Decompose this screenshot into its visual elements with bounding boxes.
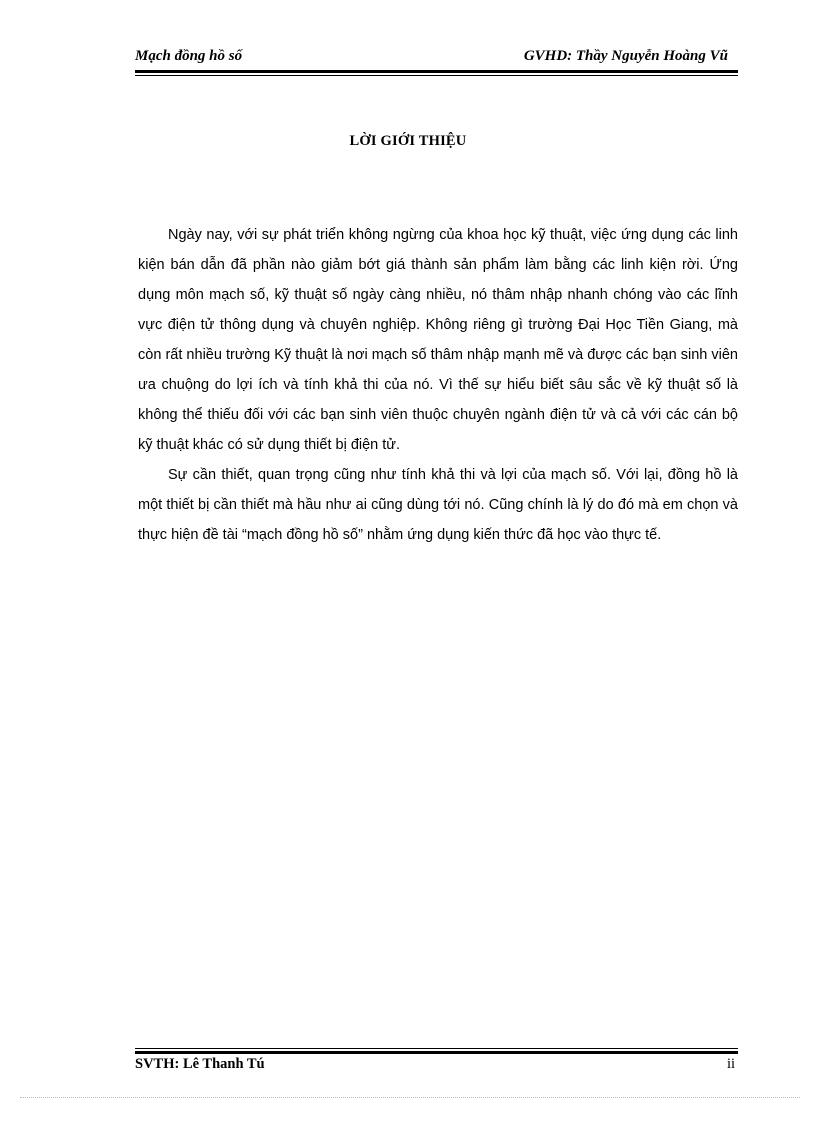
header-rule-thin — [135, 75, 738, 76]
page-bottom-dotted-line — [20, 1097, 800, 1098]
footer-rule-thin — [135, 1048, 738, 1049]
page-header — [135, 48, 728, 68]
page-footer — [135, 1056, 738, 1076]
header-document-title: Mạch đồng hồ số — [135, 48, 243, 64]
page-title: LỜI GIỚI THIỆU — [349, 133, 467, 149]
page-number: ii — [726, 1056, 735, 1072]
header-rule-thick — [135, 70, 738, 73]
paragraph-1: Ngày nay, với sự phát triển không ngừng của khoa học kỹ thuật, việc ứng dụng các linh kiện bán dẫn đã phần nào giảm bớt giá thành sản phẩm làm bằng các linh kiện rời. Ứng dụng môn mạch số, kỹ thuật số ngày càng nhiều, nó thâm nhập nhanh chóng vào các lĩnh vực điện tử thông dụng và chuyên nghiệp. Không riêng gì trường Đại Học Tiền Giang, mà còn rất nhiều trường Kỹ thuật là nơi mạch số thâm nhập mạnh mẽ và được các bạn sinh viên ưa chuộng do lợi ích và tính khả thi của nó. Vì thế sự hiểu biết sâu sắc về kỹ thuật số là không thể thiếu đối với các bạn sinh viên thuộc chuyên ngành điện tử và cả với các cán bộ kỹ thuật khác có sử dụng thiết bị điện tử. — [138, 227, 738, 453]
paragraph-2: Sự cần thiết, quan trọng cũng như tính khả thi và lợi của mạch số. Với lại, đồng hồ là một thiết bị cần thiết mà hầu như ai cũng dùng tới nó. Cũng chính là lý do đó mà em chọn và thực hiện đề tài “mạch đồng hồ số” nhằm ứng dụng kiến thức đã học vào thực tế. — [138, 467, 738, 543]
body-text — [138, 220, 738, 550]
footer-student: SVTH: Lê Thanh Tú — [135, 1056, 265, 1072]
footer-rule-thick — [135, 1051, 738, 1054]
header-advisor: GVHD: Thầy Nguyễn Hoàng Vũ — [523, 48, 728, 64]
